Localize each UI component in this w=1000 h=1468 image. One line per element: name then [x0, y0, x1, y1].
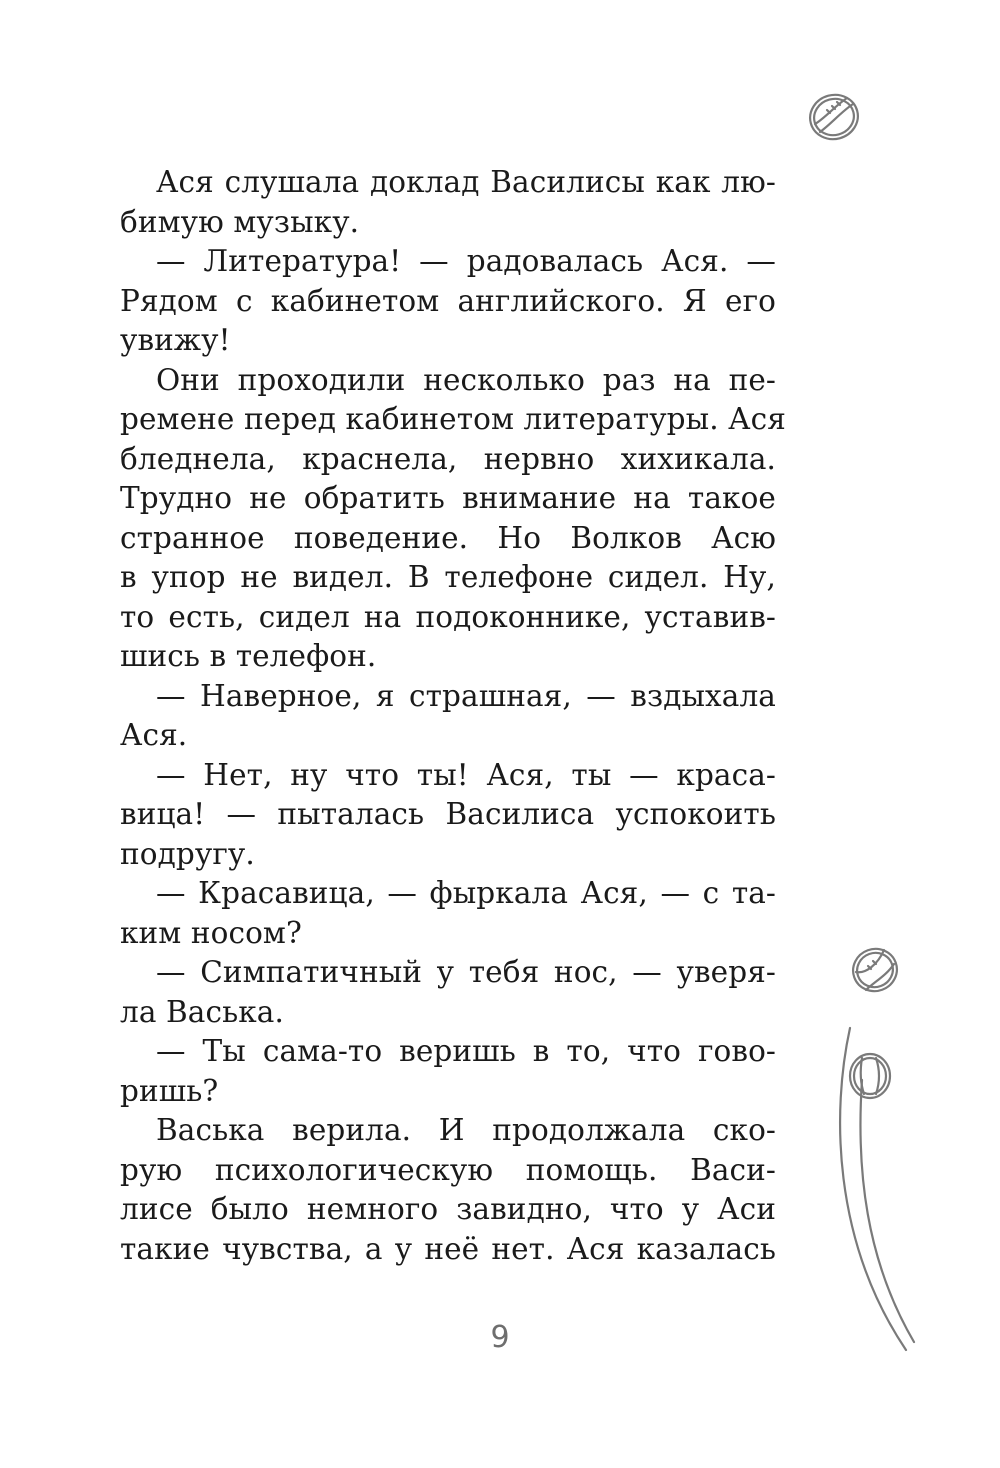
text-line: в упор не видел. В телефоне сидел. Ну, [120, 560, 776, 594]
text-line: Ася. [120, 718, 188, 752]
text-line: подругу. [120, 836, 255, 871]
text-line: бимую музыку. [120, 204, 360, 239]
text-line: ким носом? [120, 915, 302, 950]
tennis-ball-icon-middle [848, 942, 902, 998]
page-number: 9 [490, 1320, 510, 1355]
racket-stroke-icon [826, 1020, 920, 1360]
text-line: ремене перед кабинетом литературы. Ася [120, 402, 786, 436]
text-line: рую психологическую помощь. Васи- [120, 1152, 776, 1187]
body-text [120, 163, 786, 1269]
text-line: странное поведение. Но Волков Асю [120, 520, 776, 555]
text-line: Они проходили несколько раз на пе- [156, 362, 776, 397]
text-line: — Симпатичный у тебя нос, — уверя- [156, 955, 776, 989]
text-line: Ася слушала доклад Василисы как лю- [156, 165, 776, 199]
text-line: — Ты сама-то веришь в то, что гово- [156, 1034, 776, 1068]
text-line: такие чувства, а у неё нет. Ася казалась [120, 1231, 776, 1266]
text-line: — Красавица, — фыркала Ася, — с та- [156, 876, 776, 910]
text-line: ла Васька. [120, 994, 284, 1029]
text-line: — Литература! — радовалась Ася. — [156, 244, 776, 278]
text-line: увижу! [120, 323, 231, 357]
text-line: ришь? [120, 1073, 219, 1108]
tennis-ball-icon-top [805, 88, 863, 146]
text-line: Васька верила. И продолжала ско- [156, 1113, 776, 1147]
text-line: шись в телефон. [120, 639, 377, 673]
text-line: лисе было немного завидно, что у Аси [120, 1192, 776, 1226]
text-line: Рядом с кабинетом английского. Я его [120, 283, 776, 318]
text-line: то есть, сидел на подоконнике, уставив- [120, 599, 776, 634]
text-line: вица! — пыталась Василиса успокоить [120, 797, 776, 831]
text-line: — Нет, ну что ты! Ася, ты — краса- [156, 757, 776, 792]
text-line: — Наверное, я страшная, — вздыхала [156, 678, 776, 713]
text-line: Трудно не обратить внимание на такое [120, 481, 776, 515]
text-line: бледнела, краснела, нервно хихикала. [120, 441, 776, 476]
